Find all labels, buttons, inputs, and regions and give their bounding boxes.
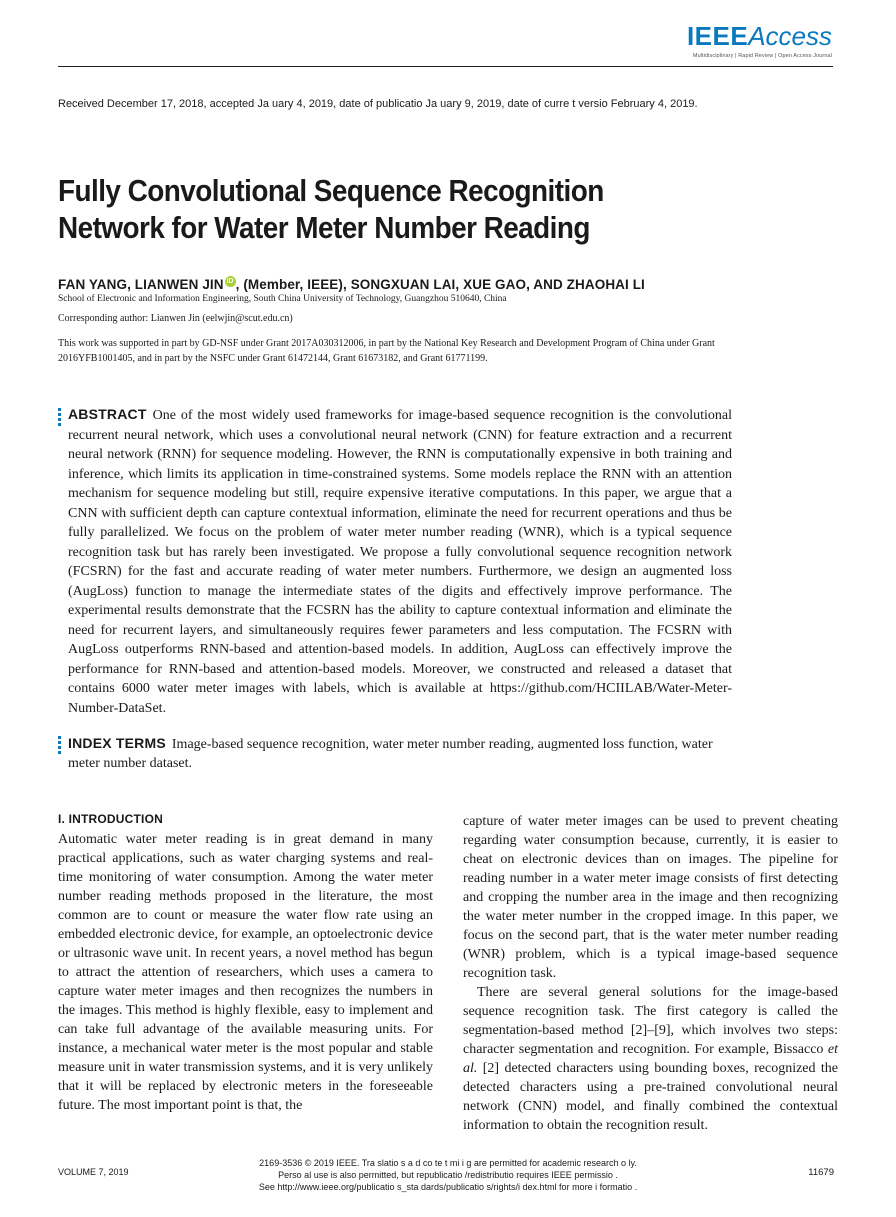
- logo-ieee: IEEE: [686, 21, 749, 51]
- footer-copyright: [170, 1157, 726, 1193]
- authors-first: FAN YANG, LIANWEN JIN: [58, 277, 224, 292]
- corresponding-author: Corresponding author: Lianwen Jin (eelwjin@scut.edu.cn): [58, 313, 293, 324]
- author-list: [58, 276, 645, 292]
- abstract: [68, 405, 732, 718]
- header-rule: [58, 66, 833, 67]
- intro-paragraph-1: Automatic water meter reading is in great demand in many practical applications, such as water charging systems and real-time monitoring of water consumption. Among the water meter number reading methods proposed in the literature, the most common are to count or measure the water flow rate using an embedded electronic device, for example, an optoelectronic device or ultrasonic wave unit. In recent years, a novel method has begun to attract the attention of researchers, which uses a camera to capture water meter images and then recognizes the numbers in the images. This method is highly flexible, easy to implement and can take full advantage of the available measuring units. For instance, a mechanical water meter is the most popular and stable measure unit in water transmission systems, and it is very unlikely that it will be replaced by electronic meters in the foreseeable future. The most important point is that, the: [58, 832, 433, 1113]
- received-dates: Received December 17, 2018, accepted Ja uary 4, 2019, date of publicatio Ja uary 9, 2019, date of curre t versio February 4, 2019.: [58, 98, 698, 110]
- copyright-line-2: Perso al use is also permitted, but republicatio /redistributio requires IEEE permissio .: [278, 1170, 618, 1180]
- index-terms-label: INDEX TERMS: [68, 735, 166, 751]
- index-terms: [68, 734, 732, 773]
- footer-volume: VOLUME 7, 2019: [58, 1167, 129, 1177]
- index-terms-marker-icon: [58, 736, 62, 756]
- section-heading: I. INTRODUCTION: [58, 812, 163, 826]
- intro-right-column: [463, 812, 838, 1135]
- copyright-line-1: 2169-3536 © 2019 IEEE. Tra slatio s a d co te t mi i g are permitted for academic research o ly.: [259, 1158, 637, 1168]
- footer-page-number: 11679: [808, 1167, 834, 1178]
- copyright-line-3[interactable]: See http://www.ieee.org/publicatio s_sta dards/publicatio s/rights/i dex.html for more i formatio .: [258, 1182, 638, 1192]
- abstract-marker-icon: [58, 408, 62, 428]
- orcid-icon[interactable]: iD: [226, 278, 234, 285]
- index-terms-text: Image-based sequence recognition, water meter number reading, augmented loss function, water meter number dataset.: [68, 737, 713, 771]
- paper-title: [58, 172, 778, 246]
- journal-logo: [687, 22, 832, 59]
- title-line-1: Fully Convolutional Sequence Recognition: [58, 173, 604, 208]
- intro-paragraph-3: [463, 983, 838, 1135]
- funding-statement: This work was supported in part by GD-NSF under Grant 2017A030312006, in part by the National Key Research and Development Program of China under Grant 2016YFB1001405, and in part by the NSFC under Grant 61472144, Grant 61673182, and Grant 61771199.: [58, 338, 715, 364]
- affiliation: School of Electronic and Information Engineering, South China University of Technology, Guangzhou 510640, China: [58, 294, 507, 304]
- intro-paragraph-2: capture of water meter images can be used to prevent cheating regarding water consumption because, currently, it is easier to cheat on electronic devices than on images. The pipeline for reading number in a water meter image consists of first detecting and cropping the number area in the image and then recognizing the water meter number in the cropped image. In this paper, we focus on the second part, that is the water meter number reading (WNR) problem, which is a typical image-based sequence recognition task.: [463, 814, 838, 981]
- logo-access: Access: [748, 21, 832, 51]
- intro-left-column: [58, 830, 433, 1115]
- abstract-text: One of the most widely used frameworks for image-based sequence recognition is the convolutional recurrent neural network, which uses a convolutional neural network (CNN) for feature extraction and a recurrent neural network (RNN) for sequence modeling. However, the RNN is computationally expensive in both training and inference, which limits its application in time-constrained systems. Some models replace the RNN with an attention mechanism for sequence modeling but still, require expensive iterative computations. In this paper, we argue that a CNN with sufficient depth can capture contextual information, eliminate the need for recurrent operations and thus be fully parallelized. We focus on the problem of water meter number reading (WNR), which is a typical sequence recognition task but has rarely been investigated. We propose a fully convolutional sequence recognition network (FCSRN) for the fast and accurate reading of water meter numbers. Furthermore, we design an augmented loss (AugLoss) function to manage the intermediate states of the digits and effectively improve performance. The experimental results demonstrate that the FCSRN has the ability to capture contextual information and eliminate the need for recurrent layers, and simultaneously requires fewer parameters and less computation. The FCSRN with AugLoss outperforms RNN-based and attention-based models. In addition, AugLoss can effectively improve the performance for RNN-based and attention-based models. Moreover, we constructed and released a dataset that contains 6000 water meter images with labels, which is available at https://github.com/HCIILAB/Water-Meter-Number-DataSet.: [68, 408, 732, 716]
- logo-tagline: Multidisciplinary | Rapid Review | Open Access Journal: [692, 53, 832, 59]
- abstract-label: ABSTRACT: [68, 406, 147, 422]
- para3-text-b: [2] detected characters using bounding boxes, recognized the detected characters using a pre-trained convolutional neural network (CNN) model, and finally combined the contextual information to obtain the recognition result.: [463, 1061, 838, 1133]
- title-line-2: Network for Water Meter Number Reading: [58, 210, 590, 245]
- para3-text-a: There are several general solutions for the image-based sequence recognition task. The first category is called the segmentation-based method [2]–[9], which involves two steps: character segmentation and recognition. For example, Bissacco: [463, 985, 838, 1057]
- para3-et-al: et al.: [463, 1042, 838, 1076]
- authors-rest: , (Member, IEEE), SONGXUAN LAI, XUE GAO, AND ZHAOHAI LI: [235, 277, 645, 292]
